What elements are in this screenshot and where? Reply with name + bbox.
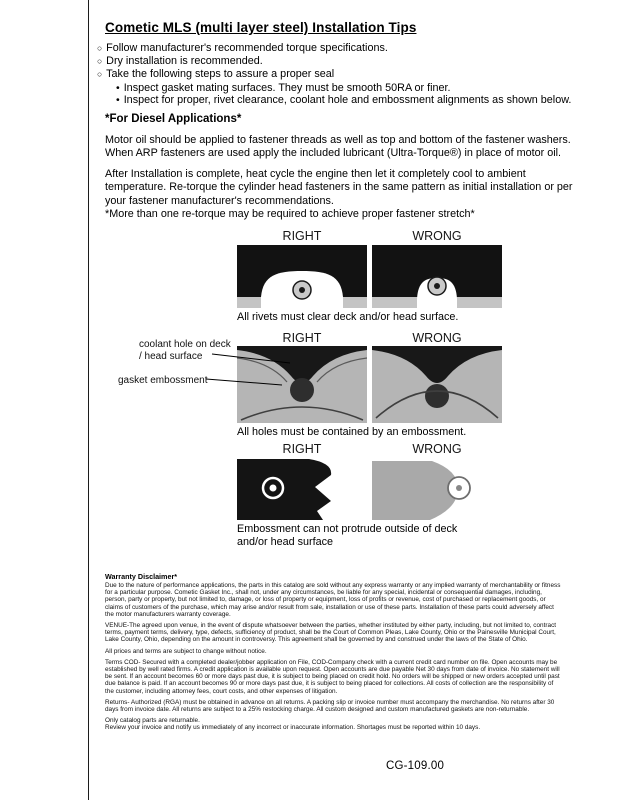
diagram-rivet-wrong-image <box>372 245 502 308</box>
tip-item <box>97 69 571 80</box>
gasket-embossment-callout: gasket embossment <box>118 375 208 386</box>
right-column-label: RIGHT <box>282 229 322 243</box>
protrusion-caption: Embossment can not protrude outside of deck and/or head surface <box>237 523 458 548</box>
tip-text: Follow manufacturer's recommended torque specifications. <box>106 42 388 54</box>
tip-item <box>97 56 571 67</box>
embossment-caption: All holes must be contained by an embossment. <box>237 426 467 438</box>
motor-oil-paragraph: Motor oil should be applied to fastener threads as well as top and bottom of the fastener washers. When ARP fasteners are used apply the included lubricant (Ultra-Torque®) in place of motor oil. <box>105 134 571 160</box>
diagram-embossment-wrong-image <box>372 346 502 423</box>
diagram-rivet-right-image <box>237 245 367 308</box>
circle-bullet-marker: ○ <box>97 69 103 80</box>
wrong-column-label: WRONG <box>412 442 462 456</box>
left-margin-rule <box>88 0 89 800</box>
wrong-column-label: WRONG <box>412 331 462 345</box>
retorque-paragraph: After Installation is complete, heat cycle the engine then let it completely cool to ambient temperature. Re-torque the cylinder head fasteners in the same pattern as initial installation or per your fastener manufacturer's recommendations. <box>105 168 573 207</box>
dot-bullet-marker: • <box>116 81 120 94</box>
page-title: Cometic MLS (multi layer steel) Installation Tips <box>105 20 417 35</box>
tip-text: Inspect gasket mating surfaces. They must be smooth 50RA or finer. <box>123 81 451 94</box>
disclaimer-paragraph: Only catalog parts are returnable. <box>105 717 200 725</box>
dot-bullet-marker: • <box>116 93 120 106</box>
diesel-section-heading: *For Diesel Applications* <box>105 113 242 125</box>
tip-sub-item <box>97 83 571 94</box>
tip-sub-item <box>97 95 571 106</box>
callout-leader-lines <box>202 345 307 393</box>
doc-number: CG-109.00 <box>386 760 445 772</box>
warranty-disclaimer-heading: Warranty Disclaimer* <box>105 572 178 581</box>
disclaimer-paragraph: VENUE-The agreed upon venue, in the event of dispute whatsoever between the parties, whether instituted by either party, including, but not limited to, contract terms, payment terms, delivery, type, defects, sufficiency of product, shall be the Court of Common Pleas, Lake County, Ohio or the Painesville Municipal Court, Lake County, Ohio, depending on the amount in controversy. This agreement shall be governed by and construed under the laws of the State of Ohio. <box>105 622 557 644</box>
tips-list <box>97 43 571 107</box>
disclaimer-paragraph: Terms COD- Secured with a completed dealer/jobber application on File, COD-Company check with a current credit card number on file. Open accounts may be established by well rated firms. A credit application is available upon request. Open accounts are due payable Net 30 days from date of invoice. No statement will be sent. If an account becomes 60 or more days past due, it is subject to being placed on credit hold. No orders will be shipped or new orders accepted until past due balance is paid. If an account becomes 90 or more days past due, it is subject to being placed for collections. All costs of collection are the responsibility of the customer, including attorney fees, court costs, and other expenses of litigation. <box>105 658 560 695</box>
circle-bullet-marker: ○ <box>97 56 103 67</box>
retorque-note: *More than one re-torque may be required to achieve proper fastener stretch* <box>105 208 475 220</box>
tip-text: Inspect for proper, rivet clearance, coolant hole and embossment alignments as shown below. <box>123 93 572 106</box>
disclaimer-paragraph: All prices and terms are subject to change without notice. <box>105 647 267 655</box>
disclaimer-paragraph: Review your invoice and notify us immediately of any incorrect or inaccurate information. Shortages must be reported within 10 days. <box>105 724 481 732</box>
right-column-label: RIGHT <box>282 331 322 345</box>
disclaimer-paragraph: Returns- Authorized (RGA) must be obtained in advance on all returns. A packing slip or invoice number must accompany the merchandise. No returns after 30 days from invoice date. All returns are subject to a 25% restocking charge. All custom designed and custom manufactured gaskets are non-returnable. <box>105 698 555 714</box>
right-column-label: RIGHT <box>282 442 322 456</box>
diagram-protrusion-right-image <box>237 457 367 520</box>
tip-text: Dry installation is recommended. <box>106 55 263 68</box>
warranty-disclaimer <box>105 582 563 736</box>
disclaimer-paragraph: Due to the nature of performance applications, the parts in this catalog are sold without any express warranty or any implied warranty of merchantability or fitness for a particular purpose. Cometic Gasket Inc., shall not, under any circumstances, be liable for any special, incidental or consequential damages, including, person, party or property, but not limited to, damage, or loss of property or equipment, loss of profits or revenue, cost of purchased or replacement goods, or claims of customers of the purchase, which may arise and/or result from sale, installation or use of these parts. Installation of these parts could adversely affect the motor manufacturers warranty coverage. <box>105 582 561 618</box>
rivet-caption: All rivets must clear deck and/or head surface. <box>237 311 459 323</box>
coolant-hole-callout: coolant hole on deck / head surface <box>139 339 231 362</box>
circle-bullet-marker: ○ <box>97 43 103 53</box>
tip-item <box>97 43 571 54</box>
wrong-column-label: WRONG <box>412 229 462 243</box>
diagram-protrusion-wrong-image <box>372 457 502 520</box>
tip-text: Take the following steps to assure a proper seal <box>106 68 335 81</box>
